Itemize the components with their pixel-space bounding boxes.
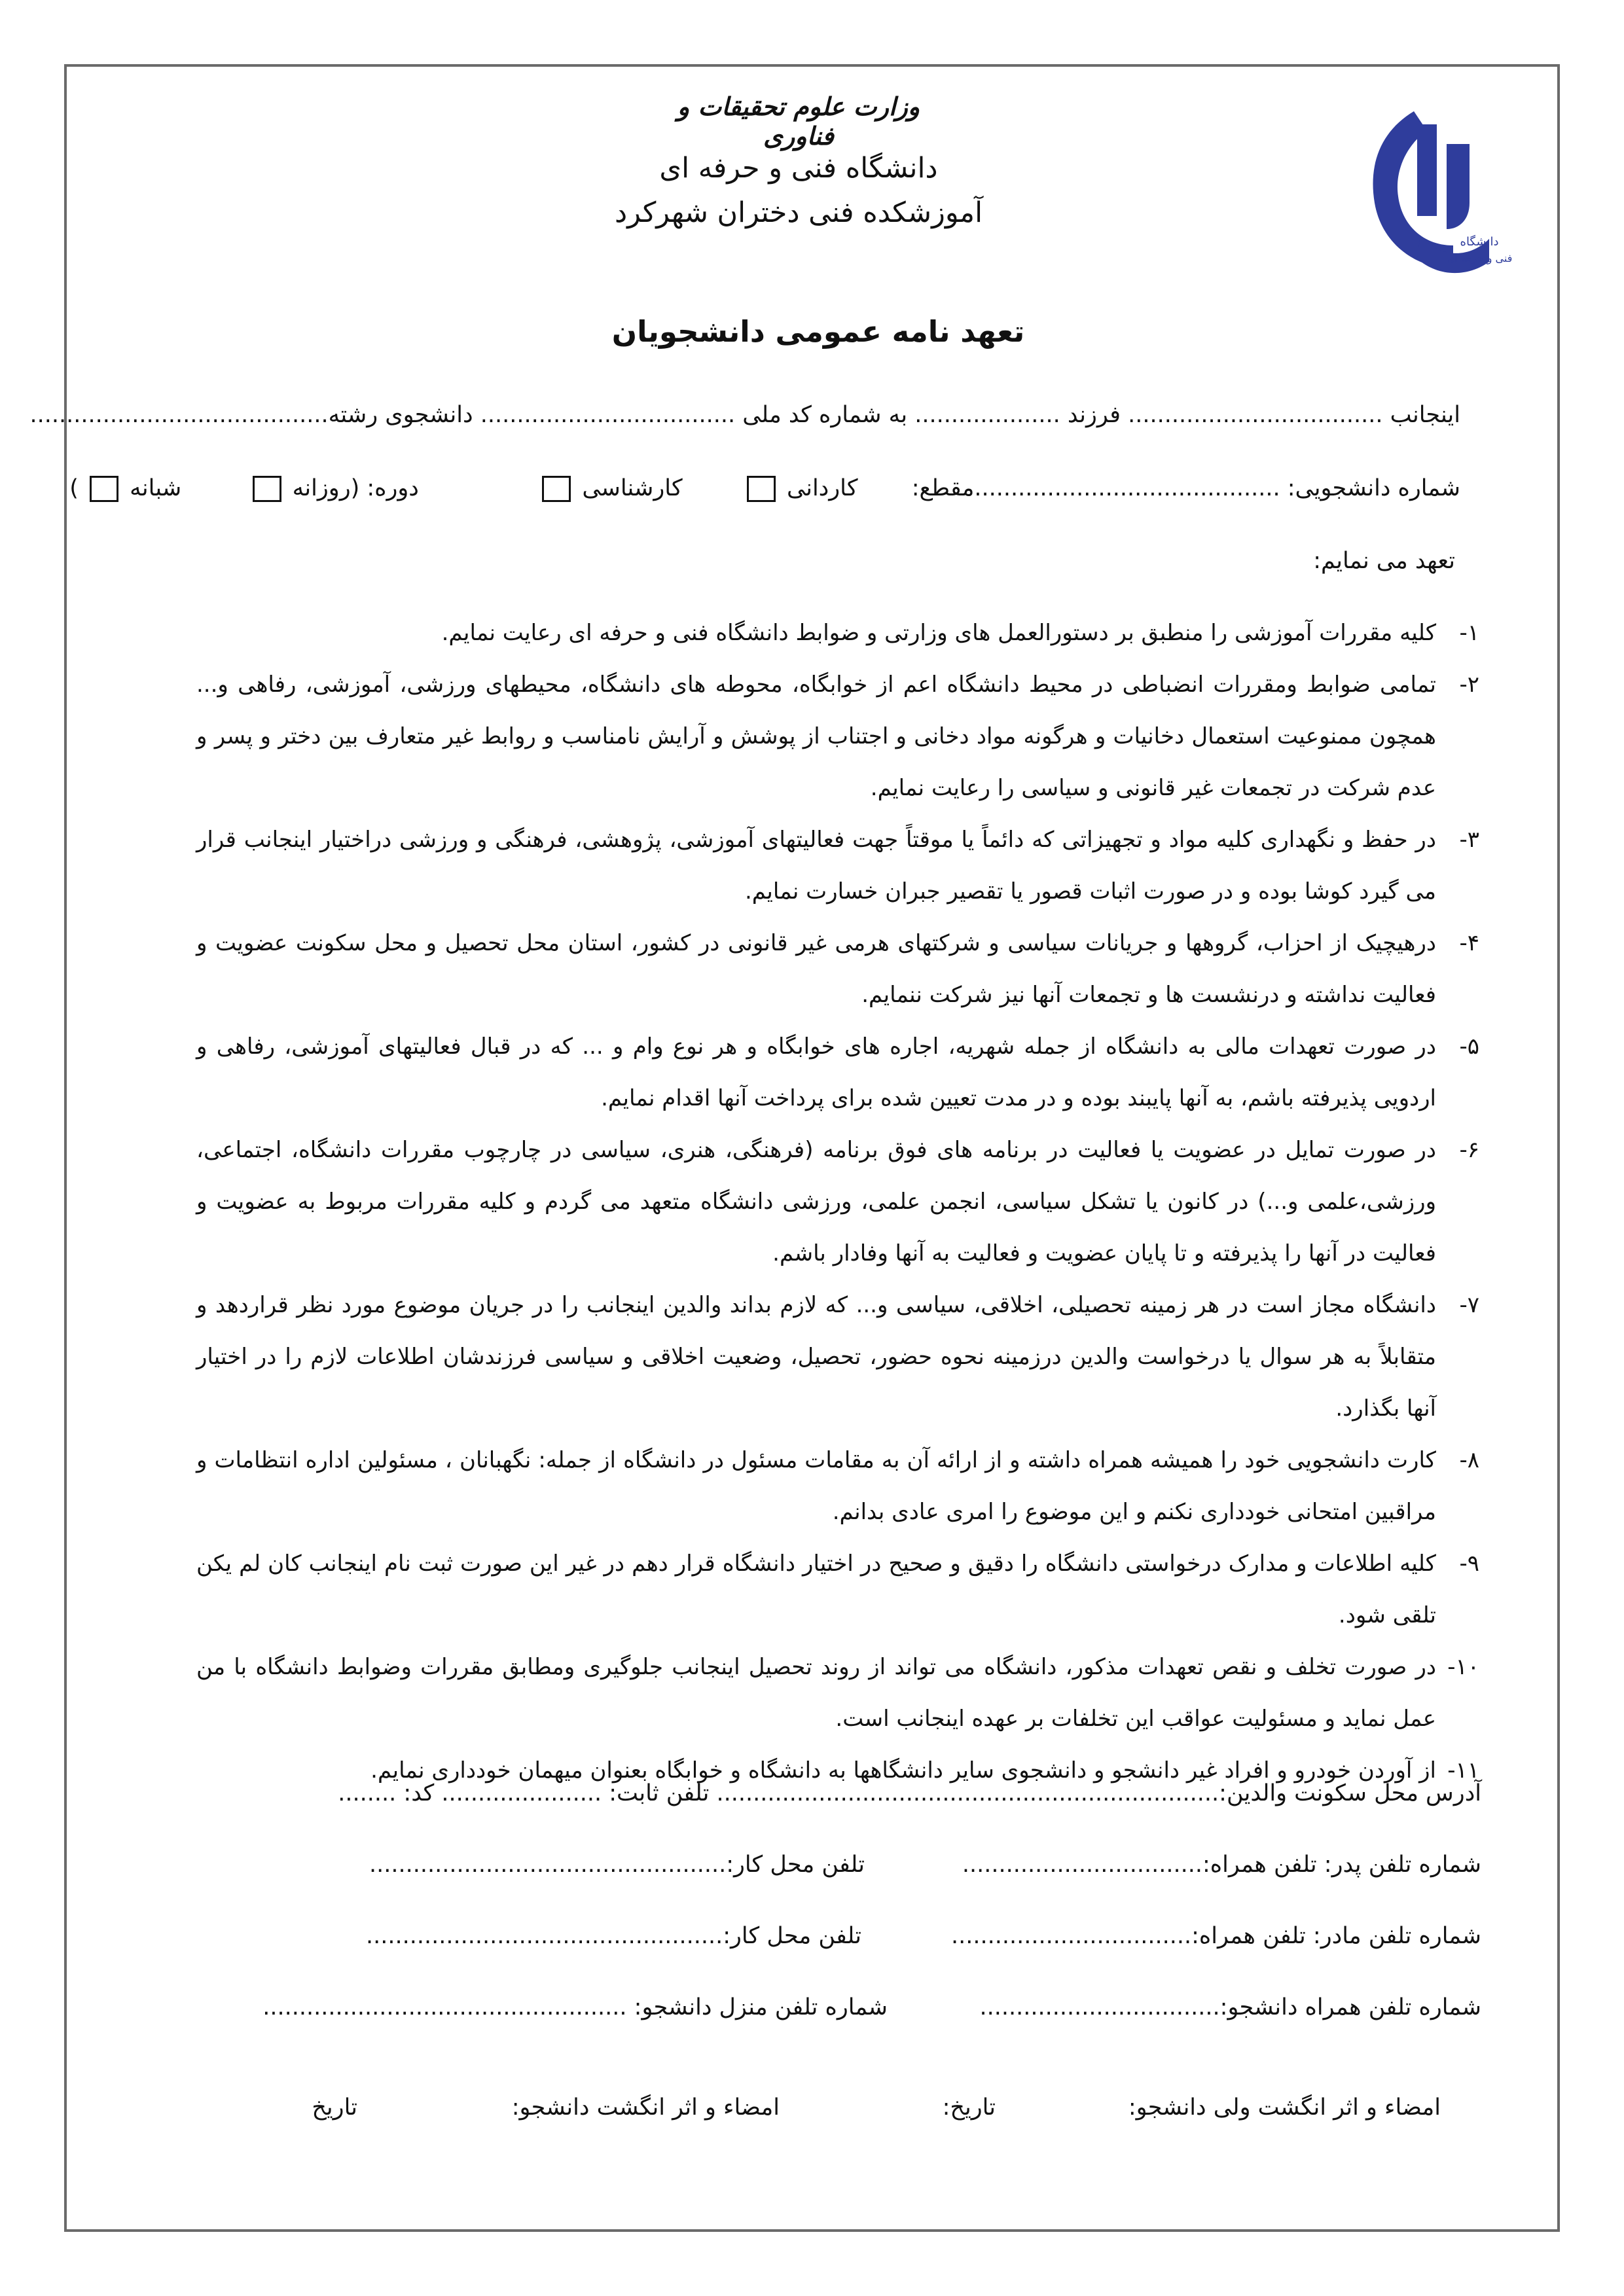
- item-text: درهیچیک از احزاب، گروهها و جریانات سیاسی و شرکتهای هرمی غیر قانونی در کشور، استان محل تحصیل و محل سکونت عضویت و فعالیت نداشته و درنشست ها و تجمعات آنها نیز شرکت ننمایم.: [196, 930, 1436, 1008]
- list-item: [196, 1641, 1479, 1745]
- list-item: [196, 659, 1479, 814]
- faculty-name: آموزشکده فنی دختران شهرکرد: [614, 196, 983, 229]
- item-number: ۱۰-: [1447, 1654, 1479, 1680]
- level-bachelor-checkbox[interactable]: [542, 476, 571, 502]
- item-number: ۱۱-: [1447, 1757, 1479, 1784]
- student-mobile-field[interactable]: شماره تلفن همراه دانشجو:.................................: [979, 1994, 1481, 2020]
- student-info-row: [69, 473, 1460, 504]
- item-number: ۴-: [1459, 930, 1479, 956]
- period-night-checkbox[interactable]: [90, 476, 118, 502]
- ministry-name: وزارت علوم تحقیقات و فناوری: [677, 92, 920, 151]
- item-text: کلیه اطلاعات و مدارک درخواستی دانشگاه را دقیق و صحیح در اختیار دانشگاه قرار دهم در غیر این صورت ثبت نام اینجانب کان لم یکن تلقی شود.: [196, 1551, 1436, 1628]
- commitment-list: [196, 607, 1479, 1797]
- period-day-checkbox[interactable]: [253, 476, 281, 502]
- list-item: [196, 814, 1479, 918]
- item-number: ۵-: [1459, 1033, 1479, 1060]
- student-date[interactable]: تاریخ: [312, 2094, 357, 2121]
- guardian-signature[interactable]: امضاء و اثر انگشت ولی دانشجو:: [1128, 2094, 1441, 2121]
- level-bachelor-label: کارشناسی: [582, 475, 683, 501]
- level-associate-label: کاردانی: [787, 475, 858, 501]
- father-work-phone-field[interactable]: تلفن محل کار:.................................................: [369, 1852, 865, 1878]
- item-text: در صورت تخلف و نقص تعهدات مذکور، دانشگاه می تواند از روند تحصیل اینجانب جلوگیری ومطابق مقررات وضوابط دانشگاه با من عمل نماید و مسئولیت عواقب این تخلفات بر عهده اینجانب است.: [196, 1654, 1436, 1732]
- mother-mobile-field[interactable]: شماره تلفن مادر: تلفن همراه:.................................: [950, 1923, 1481, 1949]
- period-label: دوره: (روزانه: [292, 475, 419, 501]
- logo-caption-1: دانشگاه: [1460, 235, 1499, 249]
- item-text: در صورت تمایل در عضویت یا فعالیت در برنامه های فوق برنامه (فرهنگی، هنری، سیاسی در چارچوب مقررات دانشگاه، اجتماعی، ورزشی،علمی و...) در کانون یا تشکل سیاسی، انجمن علمی، ورزشی دانشگاه متعهد می گردم و کلیه مقررات مربوط به عضویت و فعالیت در آنها را پذیرفته و تا پایان عضویت و فعالیت به آنها وفادار باشم.: [196, 1137, 1436, 1266]
- commitment-heading: تعهد می نمایم:: [1313, 548, 1455, 574]
- item-number: ۳-: [1459, 827, 1479, 853]
- student-home-phone-field[interactable]: شماره تلفن منزل دانشجو: ..................................................: [262, 1994, 888, 2020]
- student-number-label: شماره دانشجویی: ..........................................مقطع:: [911, 475, 1460, 501]
- university-logo: [1355, 105, 1513, 301]
- item-text: کلیه مقررات آموزشی را منطبق بر دستورالعمل های وزارتی و ضوابط دانشگاه فنی و حرفه ای رعایت نمایم.: [441, 620, 1436, 646]
- list-item: [196, 1124, 1479, 1280]
- item-text: از آوردن خودرو و افراد غیر دانشجو و دانشجوی سایر دانشگاهها به دانشگاه و خوابگاه بعنوان میهمان خودداری نمایم.: [370, 1757, 1436, 1784]
- guardian-date[interactable]: تاریخ:: [942, 2094, 996, 2121]
- period-close: ): [69, 475, 79, 501]
- list-item: [196, 607, 1479, 659]
- list-item: [196, 1538, 1479, 1641]
- list-item: [196, 1280, 1479, 1435]
- item-number: ۶-: [1459, 1137, 1479, 1163]
- item-text: کارت دانشجویی خود را همیشه همراه داشته و از ارائه آن به مقامات مسئول در دانشگاه از جمله: نگهبانان ، مسئولین اداره انتظامات و مراقبین امتحانی خودداری نکنم و این موضوع را امری عادی بدانم.: [196, 1447, 1436, 1525]
- parent-address-field[interactable]: آدرس محل سکونت والدین:..................................................................... تلفن ثابت: ...................... کد: ........: [338, 1780, 1481, 1806]
- item-text: دانشگاه مجاز است در هر زمینه تحصیلی، اخلاقی، سیاسی و... که لازم بداند والدین اینجانب را در جریان موضوع مورد نظر قراردهد و متقابلاً به هر سوال یا درخواست والدین درزمینه نحوه حضور، تحصیل، وضعیت اخلاقی و سیاسی فرزندشان اطلاعات لازم را در اختیار آنها بگذارد.: [196, 1292, 1436, 1422]
- university-name: دانشگاه فنی و حرفه ای: [659, 152, 938, 185]
- item-number: ۱-: [1459, 620, 1479, 646]
- item-number: ۹-: [1459, 1551, 1479, 1577]
- list-item: [196, 1021, 1479, 1124]
- item-number: ۷-: [1459, 1292, 1479, 1318]
- student-signature[interactable]: امضاء و اثر انگشت دانشجو:: [511, 2094, 780, 2121]
- level-associate-checkbox[interactable]: [747, 476, 776, 502]
- logo-caption-2: فنی و حرفه ای: [1446, 252, 1513, 264]
- list-item: [196, 1435, 1479, 1538]
- document-title: تعهد نامه عمومی دانشجویان: [611, 314, 1025, 349]
- item-text: در صورت تعهدات مالی به دانشگاه از جمله شهریه، اجاره های خوابگاه و هر نوع وام و ... که در قبال فعالیتهای آموزشی، رفاهی و اردویی پذیرفته باشم، به آنها پایبند بوده و در مدت تعیین شده برای پرداخت آنها اقدام نمایم.: [196, 1033, 1436, 1111]
- period-night-label: شبانه: [130, 475, 182, 501]
- mother-work-phone-field[interactable]: تلفن محل کار:.................................................: [366, 1923, 861, 1949]
- item-number: ۲-: [1459, 672, 1479, 698]
- item-text: در حفظ و نگهداری کلیه مواد و تجهیزاتی که دائماً یا موقتاً جهت فعالیتهای آموزشی، پژوهشی، فرهنگی و ورزشی دراختیار اینجانب قرار می گیرد کوشا بوده و در صورت اثبات قصور یا تقصیر جبران خسارت نمایم.: [196, 827, 1436, 905]
- intro-line: اینجانب ................................... فرزند .................... به شماره کد ملی ................................... دانشجوی رشته.........................................: [29, 402, 1460, 428]
- list-item: [196, 918, 1479, 1021]
- item-number: ۸-: [1459, 1447, 1479, 1473]
- father-mobile-field[interactable]: شماره تلفن پدر: تلفن همراه:.................................: [962, 1852, 1481, 1878]
- item-text: تمامی ضوابط ومقررات انضباطی در محیط دانشگاه اعم از خوابگاه، محوطه های دانشگاه، محیطهای ورزشی، آموزشی، رفاهی و... همچون ممنوعیت استعمال دخانیات و هرگونه مواد دخانی و اجتناب از پوشش و آرایش نامناسب و روابط غیر متعارف بین دختر و پسر و عدم شرکت در تجمعات غیر قانونی و سیاسی را رعایت نمایم.: [196, 672, 1436, 801]
